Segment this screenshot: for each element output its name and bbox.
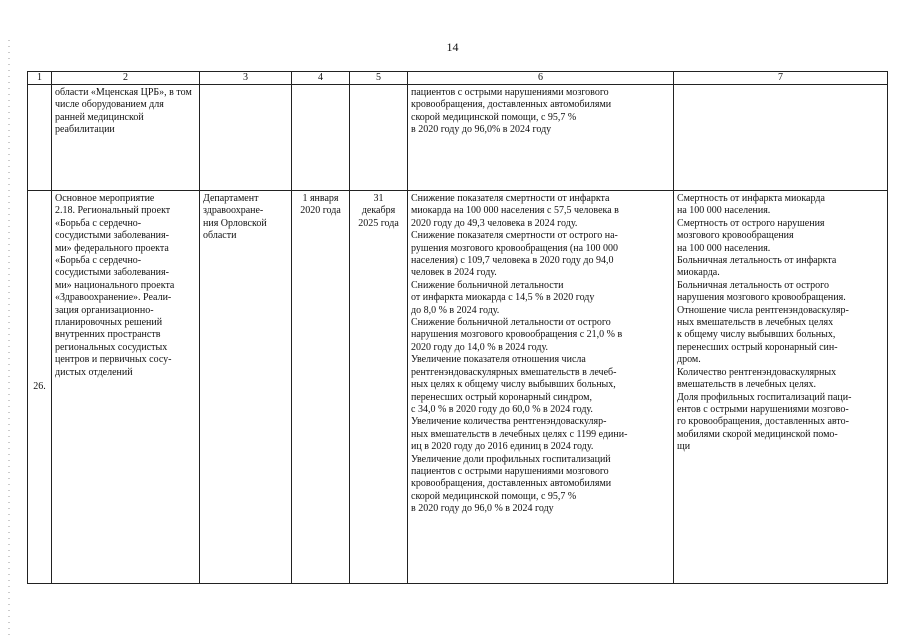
text-line: кровообращения, доставленных автомобилями: [411, 478, 612, 490]
text-line: рушения мозгового кровообращения (на 100 000: [411, 242, 619, 254]
text-line: ния Орловской: [203, 217, 267, 229]
text-line: с 34,0 % в 2020 году до 60,0 % в 2024 году.: [411, 403, 593, 415]
row-number: 26.: [28, 191, 52, 584]
text-line: иц в 2020 году до 2016 единиц в 2024 году.: [411, 441, 594, 453]
text-line: Смертность от острого нарушения: [677, 217, 825, 229]
row26-col-4: [292, 191, 350, 584]
text-line: Увеличение количества рентгенэндоваскуляр-: [411, 416, 607, 428]
text-line: 2020 году до 49,3 человека в 2024 году.: [411, 217, 578, 229]
text-line: скорой медицинской помощи, с 95,7 %: [411, 490, 577, 502]
text-line: зация организационно-: [55, 304, 154, 316]
text-line: го кровообращения, доставленных авто-: [677, 416, 849, 428]
text-line: дром.: [677, 354, 701, 366]
text-line: Больничная летальность от острого: [677, 279, 830, 291]
text-line: в 2020 году до 96,0 % в 2024 году: [411, 503, 554, 515]
header-col-7: 7: [674, 72, 888, 85]
text-line: миокарда на 100 000 населения с 57,5 человека в: [411, 205, 619, 217]
cont-line: пациентов с острыми нарушениями мозгового: [411, 87, 609, 98]
row26-col-6: [408, 191, 674, 584]
text-line: сосудистыми заболевания-: [55, 267, 169, 279]
text-line: на 100 000 населения.: [677, 205, 771, 217]
text-line: сосудистыми заболевания-: [55, 230, 169, 242]
text-line: щи: [677, 441, 691, 453]
row-26: [28, 191, 888, 584]
header-col-6: 6: [408, 72, 674, 85]
text-line: мобилями скорой медицинской помо-: [677, 428, 838, 440]
cont-col-3: [200, 85, 292, 191]
cont-col-1: [28, 85, 52, 191]
text-line: к общему числу выбывших больных,: [677, 329, 836, 341]
text-line: рентгенэндоваскулярных вмешательств в лечеб-: [411, 366, 617, 378]
text-line: области: [203, 230, 237, 242]
text-line: Основное мероприятие: [55, 193, 155, 204]
text-line: до 8,0 % в 2024 году.: [411, 304, 500, 316]
text-line: ных целях к общему числу выбывших больных,: [411, 379, 616, 391]
cont-col-7: [674, 85, 888, 191]
text-line: человек в 2024 году.: [411, 267, 497, 279]
header-row: [28, 72, 888, 85]
text-line: Количество рентгенэндоваскулярных: [677, 366, 837, 378]
measures-table: [27, 71, 888, 584]
text-line: Смертность от инфаркта миокарда: [677, 193, 825, 204]
cont-line: скорой медицинской помощи, с 95,7 %: [411, 111, 577, 123]
text-line: «Здравоохранение». Реали-: [55, 292, 172, 304]
text-line: «Борьба с сердечно-: [55, 217, 142, 229]
text-line: Больничная летальность от инфаркта: [677, 255, 837, 267]
header-col-4: 4: [292, 72, 350, 85]
continued-row: [28, 85, 888, 191]
text-line: ми» национального проекта: [55, 279, 175, 291]
text-line: пациентов с острыми нарушениями мозгового: [411, 465, 609, 477]
text-line: нарушения мозгового кровообращения с 21,0 % в: [411, 329, 623, 341]
text-line: центров и первичных сосу-: [55, 354, 172, 366]
text-line: перенесших острый коронарный синдром,: [411, 391, 592, 403]
end-date-line: декабря: [361, 205, 396, 217]
cont-col-5: [350, 85, 408, 191]
text-line: Снижение показателя смертности от острого на-: [411, 230, 618, 242]
start-date-line: 1 января: [302, 193, 339, 204]
text-line: «Борьба с сердечно-: [55, 255, 142, 267]
text-line: планировочных решений: [55, 317, 163, 329]
row26-col-7: [674, 191, 888, 584]
header-col-1: 1: [28, 72, 52, 85]
text-line: здравоохране-: [203, 205, 264, 217]
row26-col-5: [350, 191, 408, 584]
cont-col-4: [292, 85, 350, 191]
cont-line: кровообращения, доставленных автомобилями: [411, 99, 612, 111]
text-line: населения) с 109,7 человека в 2020 году до 94,0: [411, 255, 614, 267]
text-line: дистых отделений: [55, 366, 133, 378]
text-line: нарушения мозгового кровообращения.: [677, 292, 846, 304]
margin-dotted-line: [8, 40, 10, 640]
text-line: 2.18. Региональный проект: [55, 205, 171, 217]
text-line: внутренних пространств: [55, 329, 161, 341]
text-line: ных вмешательств в лечебных целях с 1199 едини-: [411, 428, 628, 440]
text-line: от инфаркта миокарда с 14,5 % в 2020 году: [411, 292, 595, 304]
text-line: Снижение больничной летальности: [411, 279, 564, 291]
page-number: 14: [446, 40, 459, 54]
text-line: ных вмешательств в лечебных целях: [677, 317, 834, 329]
text-line: Снижение больничной летальности от острого: [411, 317, 611, 329]
header-col-2: 2: [52, 72, 200, 85]
text-line: ми» федерального проекта: [55, 242, 169, 254]
text-line: Снижение показателя смертности от инфаркта: [411, 193, 610, 204]
text-line: мозгового кровообращения: [677, 230, 794, 242]
text-line: вмешательств в лечебных целях.: [677, 379, 816, 391]
text-line: региональных сосудистых: [55, 341, 168, 353]
text-line: Отношение числа рентгенэндоваскуляр-: [677, 304, 849, 316]
text-line: миокарда.: [677, 267, 720, 279]
row26-col-3: [200, 191, 292, 584]
row26-col-2: [52, 191, 200, 584]
text-line: 2020 году до 14,0 % в 2024 году.: [411, 341, 548, 353]
end-date-line: 2025 года: [358, 217, 399, 229]
text-line: Доля профильных госпитализаций паци-: [677, 391, 852, 403]
text-line: перенесших острый коронарный син-: [677, 341, 838, 353]
end-date-line: 31: [373, 193, 384, 204]
header-col-5: 5: [350, 72, 408, 85]
header-col-3: 3: [200, 72, 292, 85]
text-line: ентов с острыми нарушениями мозгово-: [677, 403, 849, 415]
cont-col-6: [408, 85, 674, 191]
text-line: Департамент: [203, 193, 259, 204]
text-line: Увеличение показателя отношения числа: [411, 354, 586, 366]
text-line: Увеличение доли профильных госпитализаций: [411, 453, 611, 465]
text-line: на 100 000 населения.: [677, 242, 771, 254]
start-date-line: 2020 года: [300, 205, 341, 217]
cont-col-2: области «Мценская ЦРБ», в том числе оборудованием для ранней медицинской реабилитации: [52, 85, 200, 191]
cont-line: в 2020 году до 96,0% в 2024 году: [411, 124, 552, 136]
